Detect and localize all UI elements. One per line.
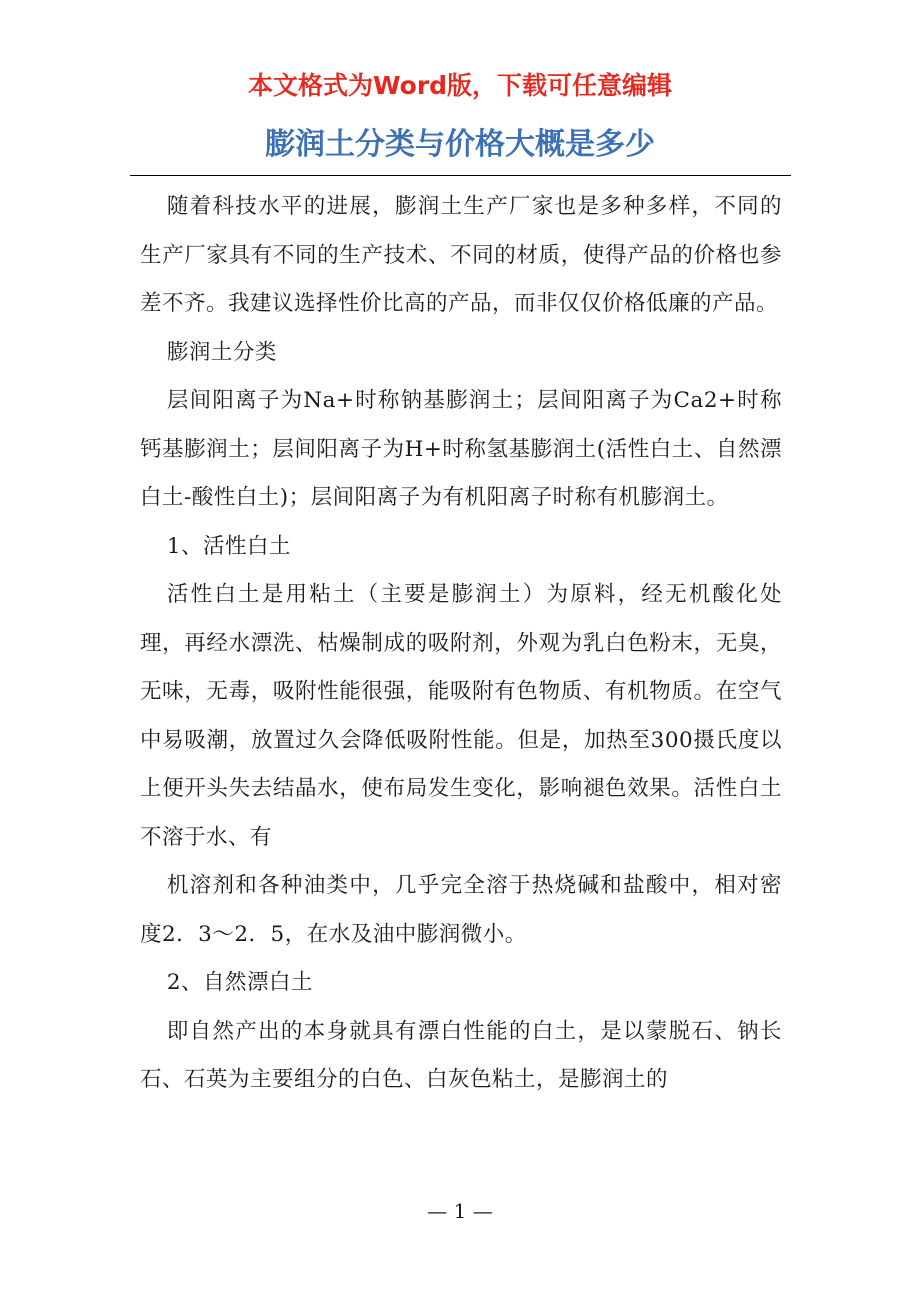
title-divider (130, 175, 791, 176)
format-notice-banner: 本文格式为Word版，下载可任意编辑 (247, 71, 673, 100)
paragraph-natural-bleaching-earth: 即自然产出的本身就具有漂白性能的白土，是以蒙脱石、钠长石、石英为主要组分的白色、白灰色粘土，是膨润土的 (140, 1018, 782, 1092)
paragraph-activated-clay: 活性白土是用粘土（主要是膨润土）为原料，经无机酸化处理，再经水漂洗、枯燥制成的吸附剂，外观为乳白色粉末，无臭，无味，无毒，吸附性能很强，能吸附有色物质、有机物质。在空气中易吸潮，放置过久会降低吸附性能。但是，加热至300摄氏度以上便开头失去结晶水，使布局发生变化，影响褪色效果。活性白土不溶于水、有 (140, 582, 782, 850)
paragraph-intro: 随着科技水平的进展，膨润土生产厂家也是多种多样，不同的生产厂家具有不同的生产技术、不同的材质，使得产品的价格也参差不齐。我建议选择性价比高的产品，而非仅仅价格低廉的产品。 (140, 194, 782, 316)
document-title: 膨润土分类与价格大概是多少 (265, 127, 655, 162)
paragraph-activated-clay-continued: 机溶剂和各种油类中，几乎完全溶于热烧碱和盐酸中，相对密度2．3～2．5，在水及油中膨润微小。 (140, 873, 782, 947)
section-heading-classification: 膨润土分类 (166, 339, 277, 365)
paragraph-classification: 层间阳离子为Na+时称钠基膨润土；层间阳离子为Ca2+时称钙基膨润土；层间阳离子为H+时称氢基膨润土(活性白土、自然漂白土-酸性白土)；层间阳离子为有机阳离子时称有机膨润土。 (140, 388, 782, 510)
page-number: — 1 — (427, 1199, 493, 1223)
section-heading-activated-clay: 1、活性白土 (166, 533, 292, 559)
section-heading-natural-bleaching-earth: 2、自然漂白土 (166, 970, 314, 995)
document-body (140, 183, 782, 1105)
